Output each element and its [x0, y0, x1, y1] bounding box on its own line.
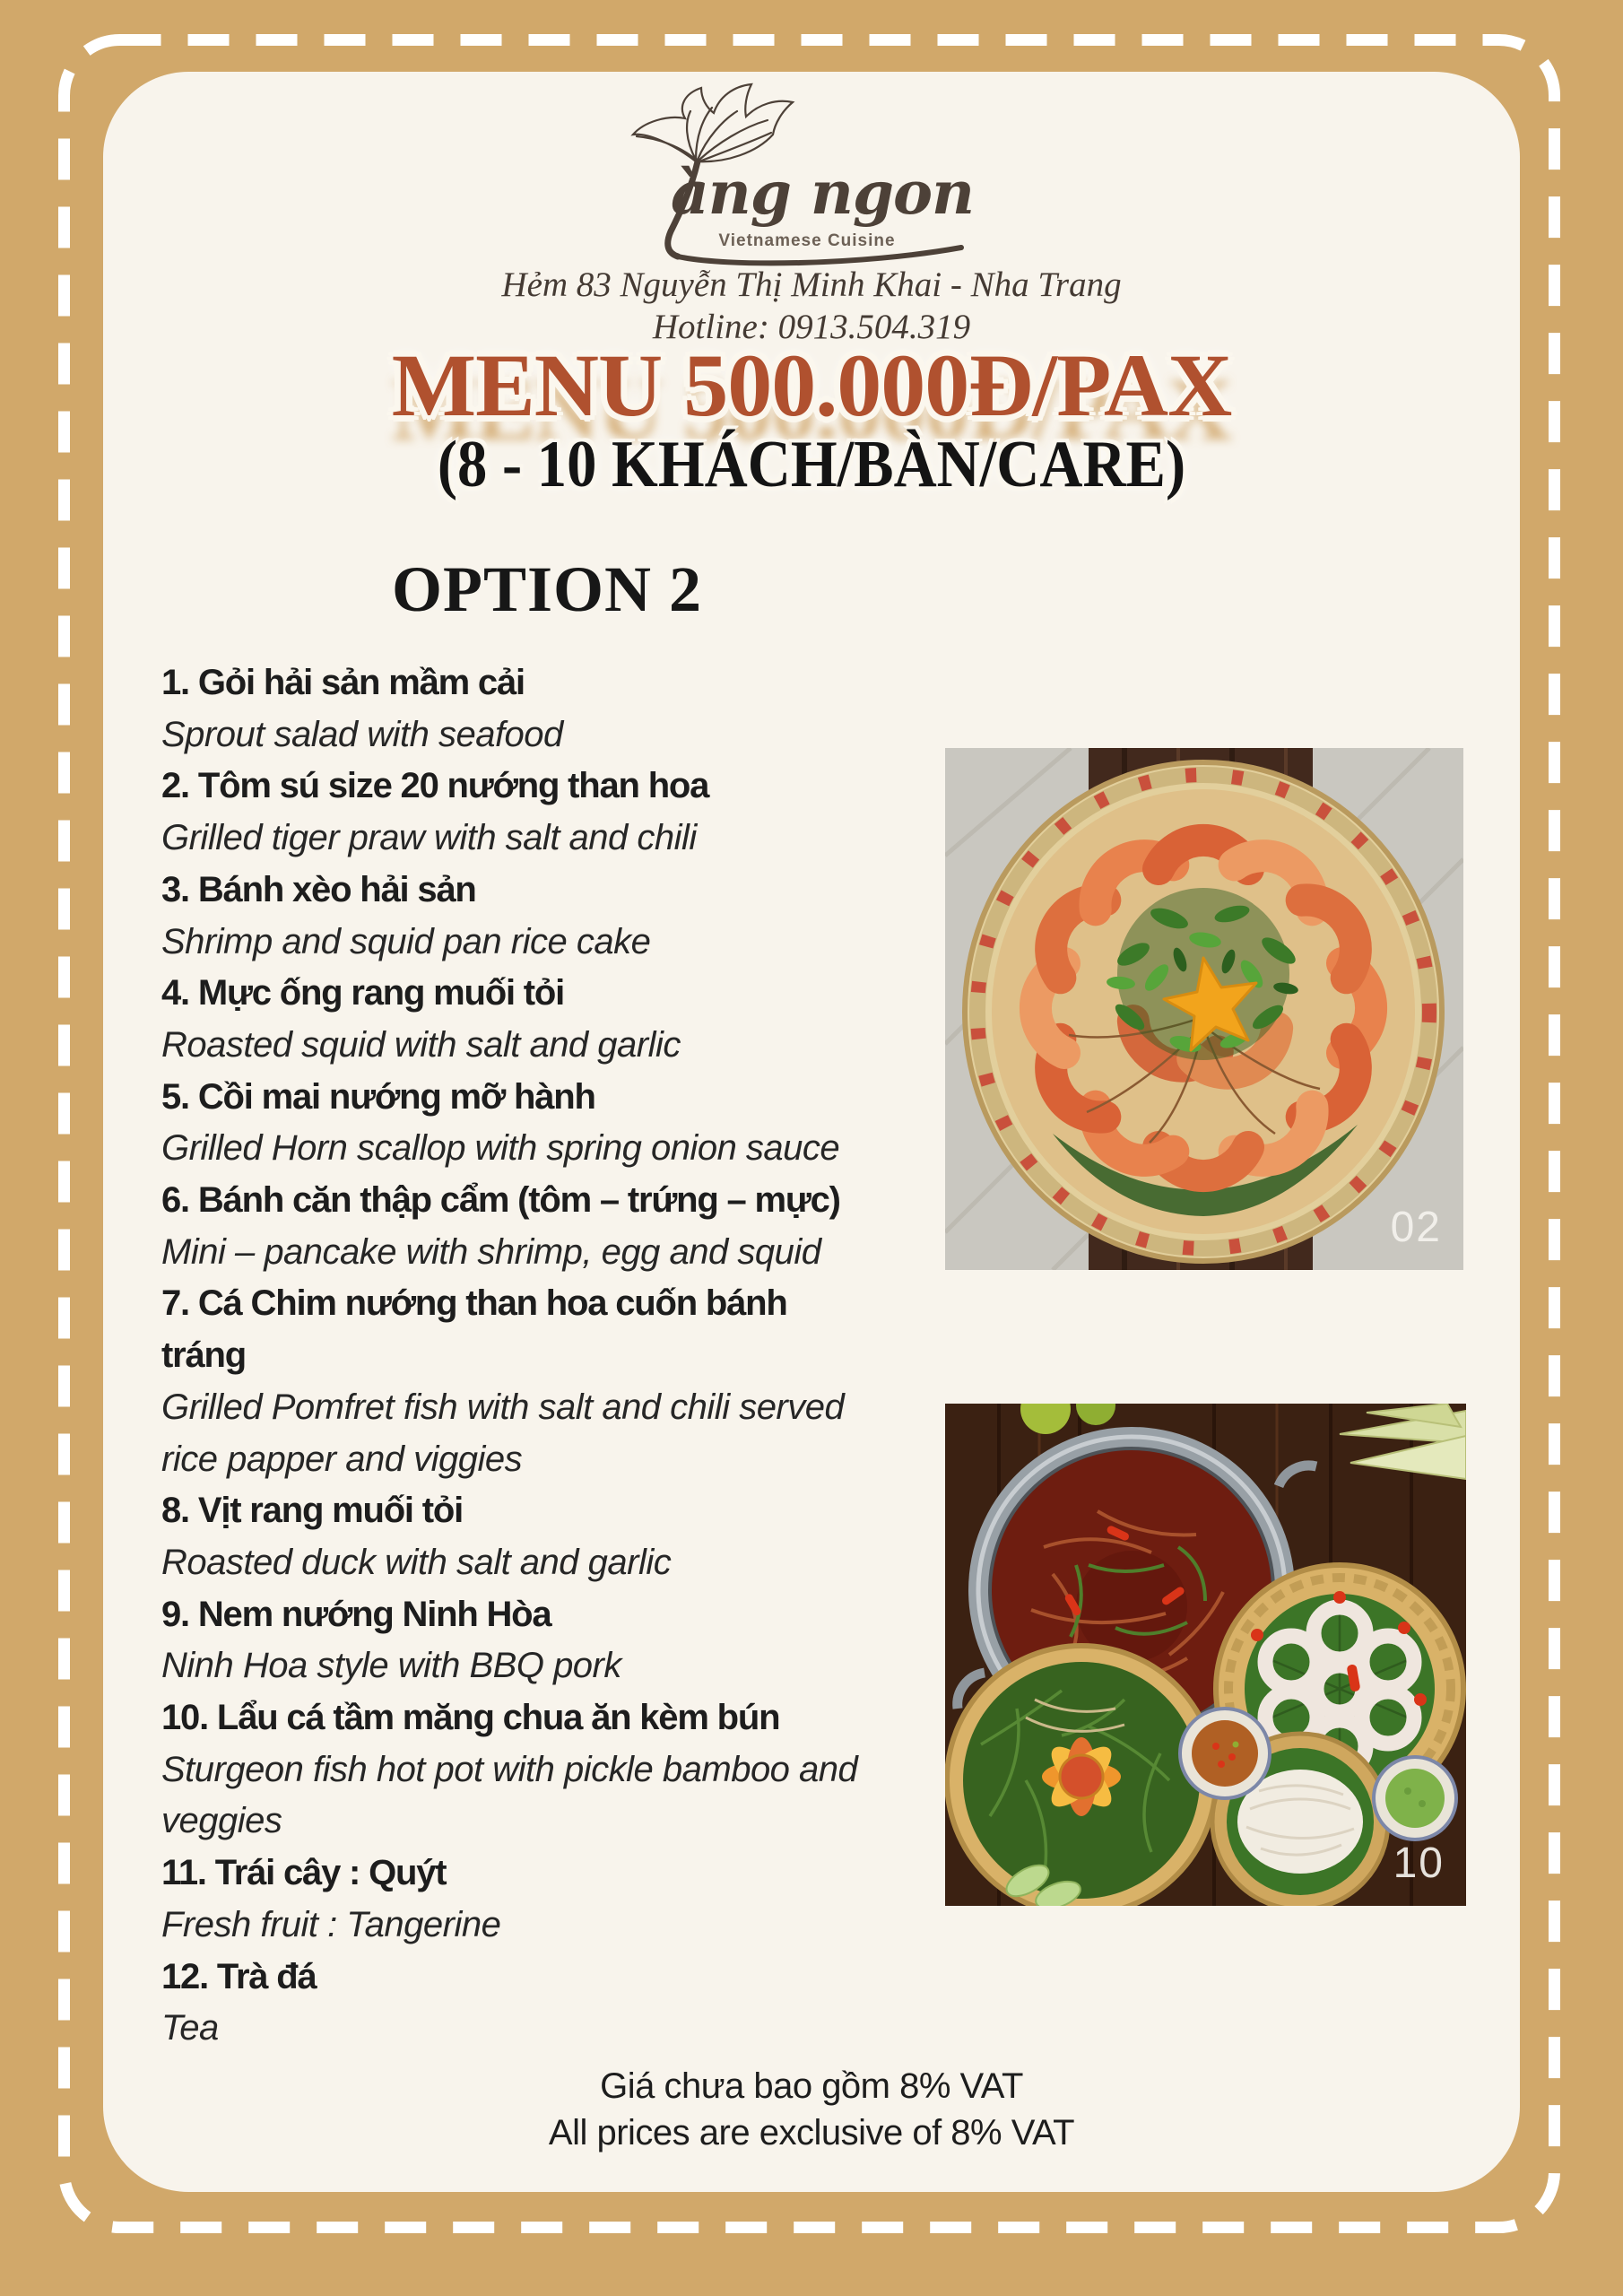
photo-grilled-prawns [945, 748, 1463, 1270]
logo-tagline: Vietnamese Cuisine [718, 231, 896, 250]
menu-item-translation: Shrimp and squid pan rice cake [161, 921, 651, 961]
menu-item-name: 7. Cá Chim nướng than hoa cuốn bánh [161, 1283, 787, 1324]
menu-subtitle: (8 - 10 KHÁCH/BÀN/CARE) [437, 428, 1186, 501]
menu-item-translation: veggies [161, 1801, 282, 1841]
menu-item-name: 8. Vịt rang muối tỏi [161, 1491, 464, 1531]
menu-item-name: tráng [161, 1335, 247, 1376]
menu-item-name: 5. Cồi mai nướng mỡ hành [161, 1076, 595, 1117]
menu-item-translation: Grilled Pomfret fish with salt and chili served [161, 1387, 845, 1427]
vegetable-basket [947, 1646, 1216, 1906]
menu-item-translation: Sprout salad with seafood [161, 714, 563, 754]
menu-item-translation: Fresh fruit : Tangerine [161, 1904, 501, 1944]
option-heading: OPTION 2 [392, 553, 703, 625]
hotpot-set-art [945, 1404, 1466, 1906]
menu-item-translation: Tea [161, 2008, 219, 2048]
menu-item-name: 2. Tôm sú size 20 nướng than hoa [161, 766, 709, 806]
menu-item-translation: Grilled tiger praw with salt and chili [161, 818, 697, 858]
menu-item-name: 6. Bánh căn thập cẩm (tôm – trứng – mực) [161, 1180, 840, 1221]
menu-items [161, 657, 950, 2055]
menu-item-translation: rice papper and viggies [161, 1439, 523, 1479]
menu-item-name: 9. Nem nướng Ninh Hòa [161, 1594, 551, 1634]
fish-sauce-bowl [1180, 1709, 1270, 1798]
menu-item-translation: Roasted duck with salt and garlic [161, 1542, 672, 1582]
menu-item-name: 4. Mực ống rang muối tỏi [161, 973, 565, 1013]
photo-hotpot-set [945, 1404, 1466, 1906]
restaurant-address: Hẻm 83 Nguyễn Thị Minh Khai - Nha Trang [501, 265, 1122, 304]
menu-item-translation: Roasted squid with salt and garlic [161, 1024, 681, 1065]
vat-note [0, 2063, 1623, 2156]
logo-script: àng ngon [671, 158, 975, 228]
menu-item-translation: Sturgeon fish hot pot with pickle bamboo and [161, 1749, 858, 1789]
menu-item-name: 1. Gỏi hải sản mầm cải [161, 663, 525, 702]
menu-item-translation: Mini – pancake with shrimp, egg and squid [161, 1231, 821, 1272]
photo-badge: 10 [1393, 1839, 1445, 1887]
vat-note-vi: Giá chưa bao gồm 8% VAT [600, 2066, 1023, 2106]
vat-note-en: All prices are exclusive of 8% VAT [548, 2113, 1075, 2152]
carved-fruit-flower [1042, 1737, 1121, 1816]
photo-badge: 02 [1390, 1204, 1442, 1251]
menu-item-name: 3. Bánh xèo hải sản [161, 869, 476, 909]
menu-item-name: 11. Trái cây : Quýt [161, 1853, 447, 1893]
restaurant-hotline: Hotline: 0913.504.319 [652, 308, 971, 346]
menu-item-translation: Grilled Horn scallop with spring onion sauce [161, 1128, 840, 1169]
menu-title: MENU 500.000Đ/PAX [391, 335, 1232, 435]
prawn-basket-art [945, 748, 1463, 1270]
menu-item-name: 10. Lẩu cá tầm măng chua ăn kèm bún [161, 1698, 780, 1738]
menu-item-translation: Ninh Hoa style with BBQ pork [161, 1646, 621, 1686]
green-sauce-bowl [1374, 1757, 1456, 1839]
menu-item-name: 12. Trà đá [161, 1956, 317, 1996]
